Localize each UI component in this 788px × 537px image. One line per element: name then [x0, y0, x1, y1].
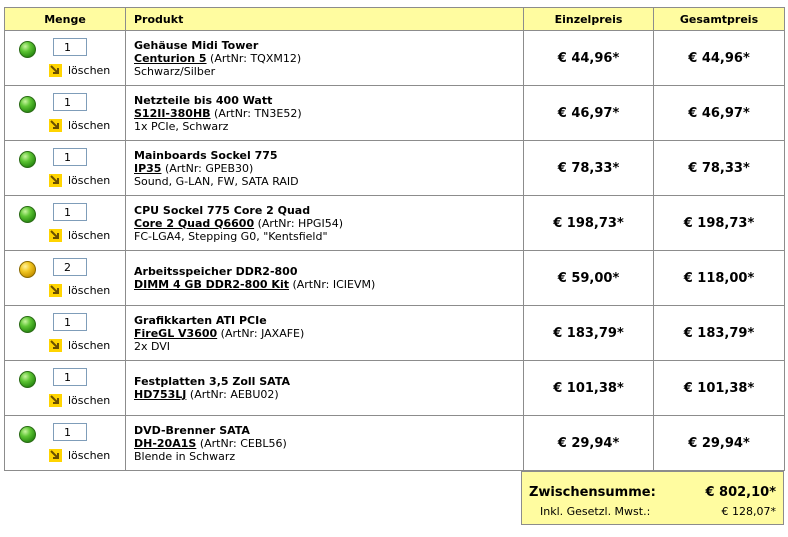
availability-status-icon	[19, 261, 36, 278]
header-einzelpreis: Einzelpreis	[524, 8, 654, 31]
delete-button[interactable]	[49, 449, 110, 462]
product-link[interactable]: Centurion 5	[134, 51, 207, 65]
product-link[interactable]: IP35	[134, 161, 162, 175]
total-price: € 101,38*	[654, 361, 785, 416]
availability-status-icon	[19, 151, 36, 168]
article-number: (ArtNr: AEBU02)	[189, 388, 279, 401]
product-category: Mainboards Sockel 775	[134, 148, 278, 162]
quantity-cell	[5, 361, 126, 416]
delete-arrow-icon	[49, 284, 62, 297]
quantity-cell	[5, 141, 126, 196]
article-number: (ArtNr: CEBL56)	[199, 436, 287, 450]
product-category: DVD-Brenner SATA	[134, 423, 250, 437]
delete-button[interactable]	[49, 339, 110, 352]
availability-status-icon	[19, 316, 36, 333]
product-cell	[126, 251, 524, 306]
unit-price: € 29,94*	[524, 416, 654, 471]
delete-button[interactable]	[49, 119, 110, 132]
subtotal-value: € 802,10*	[705, 485, 776, 500]
article-number: (ArtNr: GPEB30)	[164, 161, 254, 175]
quantity-input[interactable]	[53, 203, 87, 221]
delete-button[interactable]	[49, 394, 110, 407]
article-number: (ArtNr: TN3E52)	[214, 106, 302, 120]
product-cell	[126, 196, 524, 251]
cart-row	[5, 306, 785, 361]
unit-price: € 183,79*	[524, 306, 654, 361]
header-gesamtpreis: Gesamtpreis	[654, 8, 785, 31]
product-category: Arbeitsspeicher DDR2-800	[134, 265, 298, 278]
availability-status-icon	[19, 206, 36, 223]
header-produkt: Produkt	[126, 8, 524, 31]
product-description: Blende in Schwarz	[134, 449, 236, 463]
availability-status-icon	[19, 96, 36, 113]
delete-button[interactable]	[49, 284, 110, 297]
product-category: CPU Sockel 775 Core 2 Quad	[134, 203, 311, 217]
product-cell	[126, 86, 524, 141]
total-price: € 118,00*	[654, 251, 785, 306]
quantity-cell	[5, 31, 126, 86]
total-price: € 183,79*	[654, 306, 785, 361]
product-cell	[126, 31, 524, 86]
cart-table	[4, 7, 785, 471]
product-description: 1x PCIe, Schwarz	[134, 119, 229, 133]
delete-label: löschen	[68, 339, 111, 352]
product-link[interactable]: DH-20A1S	[134, 436, 197, 450]
product-link[interactable]: HD753LJ	[134, 388, 187, 401]
cart-row	[5, 196, 785, 251]
total-price: € 78,33*	[654, 141, 785, 196]
unit-price: € 78,33*	[524, 141, 654, 196]
delete-arrow-icon	[49, 449, 62, 462]
product-cell	[126, 361, 524, 416]
availability-status-icon	[19, 371, 36, 388]
cart-row	[5, 31, 785, 86]
delete-label: löschen	[68, 449, 111, 462]
quantity-cell	[5, 251, 126, 306]
delete-arrow-icon	[49, 339, 62, 352]
tax-label: Inkl. Gesetzl. Mwst.:	[540, 505, 651, 518]
product-link[interactable]: DIMM 4 GB DDR2-800 Kit	[134, 278, 289, 291]
quantity-input[interactable]	[53, 368, 87, 386]
product-description: 2x DVI	[134, 339, 171, 353]
unit-price: € 198,73*	[524, 196, 654, 251]
quantity-cell	[5, 86, 126, 141]
quantity-cell	[5, 306, 126, 361]
delete-label: löschen	[68, 284, 111, 297]
article-number: (ArtNr: TQXM12)	[210, 51, 302, 65]
tax-value: € 128,07*	[721, 505, 776, 518]
product-description: Sound, G-LAN, FW, SATA RAID	[134, 174, 299, 188]
delete-button[interactable]	[49, 174, 110, 187]
delete-arrow-icon	[49, 119, 62, 132]
quantity-cell	[5, 196, 126, 251]
delete-label: löschen	[68, 119, 111, 132]
cart-row	[5, 361, 785, 416]
product-category: Netzteile bis 400 Watt	[134, 93, 273, 107]
product-category: Festplatten 3,5 Zoll SATA	[134, 375, 291, 388]
article-number: (ArtNr: HPGI54)	[257, 216, 343, 230]
product-link[interactable]: FireGL V3600	[134, 326, 218, 340]
delete-button[interactable]	[49, 64, 110, 77]
product-category: Grafikkarten ATI PCIe	[134, 313, 267, 327]
cart-header-row	[5, 8, 785, 31]
unit-price: € 44,96*	[524, 31, 654, 86]
availability-status-icon	[19, 41, 36, 58]
availability-status-icon	[19, 426, 36, 443]
cart-row	[5, 86, 785, 141]
quantity-input[interactable]	[53, 38, 87, 56]
total-price: € 44,96*	[654, 31, 785, 86]
delete-arrow-icon	[49, 174, 62, 187]
summary-box	[521, 471, 784, 525]
quantity-input[interactable]	[53, 148, 87, 166]
quantity-cell	[5, 416, 126, 471]
cart-row	[5, 251, 785, 306]
total-price: € 29,94*	[654, 416, 785, 471]
cart-row	[5, 416, 785, 471]
product-cell	[126, 416, 524, 471]
delete-label: löschen	[68, 229, 111, 242]
header-menge: Menge	[5, 8, 126, 31]
product-description: Schwarz/Silber	[134, 64, 216, 78]
delete-arrow-icon	[49, 229, 62, 242]
unit-price: € 46,97*	[524, 86, 654, 141]
total-price: € 46,97*	[654, 86, 785, 141]
product-link[interactable]: Core 2 Quad Q6600	[134, 216, 255, 230]
unit-price: € 101,38*	[524, 361, 654, 416]
product-link[interactable]: S12II-380HB	[134, 106, 211, 120]
cart-row	[5, 141, 785, 196]
subtotal-label: Zwischensumme:	[529, 485, 656, 500]
delete-arrow-icon	[49, 64, 62, 77]
delete-button[interactable]	[49, 229, 110, 242]
quantity-input[interactable]	[53, 313, 87, 331]
product-description: FC-LGA4, Stepping G0, "Kentsfield"	[134, 229, 328, 243]
delete-label: löschen	[68, 64, 111, 77]
delete-arrow-icon	[49, 394, 62, 407]
delete-label: löschen	[68, 394, 111, 407]
article-number: (ArtNr: JAXAFE)	[220, 326, 305, 340]
product-category: Gehäuse Midi Tower	[134, 38, 259, 52]
total-price: € 198,73*	[654, 196, 785, 251]
quantity-input[interactable]	[53, 93, 87, 111]
quantity-input[interactable]	[53, 258, 87, 276]
unit-price: € 59,00*	[524, 251, 654, 306]
product-cell	[126, 306, 524, 361]
quantity-input[interactable]	[53, 423, 87, 441]
article-number: (ArtNr: ICIEVM)	[292, 278, 376, 291]
product-cell	[126, 141, 524, 196]
delete-label: löschen	[68, 174, 111, 187]
